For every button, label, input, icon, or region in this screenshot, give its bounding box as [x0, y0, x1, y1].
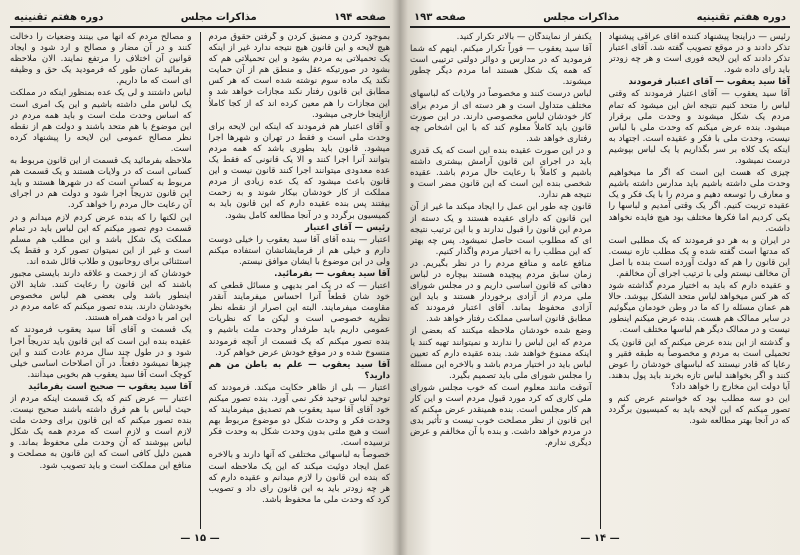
paragraph: وضع شده خودشان ملاحظه میکنند که بعضی از مردم که این لباس را ندارند و نمیتوانند تهیه کنند یا اینکه ممنوع خواهند شد. بنده عقیده دارم که تعیین لباس باید در اختیار مردم باشد و بالاخره این مسئله را مجلس شورای ملی باید تصمیم بگیرد. — [410, 326, 592, 381]
right-page-title: مذاکرات مجلس — [543, 11, 620, 23]
right-page-columns — [410, 32, 790, 529]
paragraph: آنوقت مانند معلوم است که خوب مجلس شورای ملی کاری که کرد مورد قبول مردم است و این کار هم کار مجلس است. بنده همینقدر عرض میکنم که این قانون از نظر مصلحت خوب نیست و تأثیر بدی در مردم خواهد داشت. و بنده با آن مخالفم و عرض دیگری ندارم. — [410, 382, 592, 449]
right-page-column-right — [609, 32, 791, 529]
paragraph: و گذشته از این بنده عرض میکنم که این قانون یک تحمیلی است به مردم و مخصوصاً به طبقه فقیر و رعایا که قادر نیستند که لباسهای خودشان را عوض کنند و اگر بخواهند لباس تازه بخرند باید پول بدهند. آیا دولت این مخارج را خواهد داد؟ — [608, 337, 790, 392]
paragraph: قانون چه طور این عمل را ایجاد میکند ما غیر از آن این قانون که دارای عقیده هستند و یک دسته از مردم این قانون را قبول ندارند و با این ترتیب نتیجه ای که مطلوب است حاصل نمیشود. پس چه بهتر که این مطلب را به اختیار مردم واگذار کنیم. — [410, 202, 592, 257]
paragraph: آقا سید یعقوب — فوراً تکرار میکنم. اینهم که شما فرمودید که در مدارس و دوائر دولتی ترتیبی است که همه یک شکل هستند اما مردم دیگر چطور میشوند. — [410, 44, 592, 88]
left-page-number: صفحه ۱۹۴ — [334, 11, 386, 23]
left-page-column-right — [209, 32, 391, 529]
left-page-issue: دوره هفتم تقنینیه — [14, 11, 104, 23]
paragraph: یک قسمت و آقای آقا سید یعقوب فرمودند که عقیده بنده این است که این قانون باید تدریجاً اجرا شود و در طول چند سال مردم عادت کنند و این چیزها نمیشود دفعتاً. در آن اصلاحات اساسی خیلی کوچک است آقا سید یعقوب هم بخوبی میدانند. — [10, 325, 192, 380]
paragraph: بموجود کردن و مضیق کردن و گرفتن حقوق مردم هیچ لایحه و این قانون هیچ نتیجه ندارد غیر از اینکه یک تحمیلاتی به مردم بشود و این تحمیلاتی هم که بشود در صورتیکه عقل و منطق هم از آن حمایت نکند یک ماده سوم نوشته شده است که هر کس مطابق این قانون رفتار نکند مجازات خواهد شد و این مجازات را هم معین کرده اند که از کجا کاملاً ازاینجا خارجی میشود. — [208, 32, 390, 120]
paragraph: یکنفر از نمایندگان — بالاتر تکرار کنید. — [456, 32, 592, 42]
speaker-line: رئیس — آقای اعتبار — [304, 222, 390, 233]
right-page-header — [410, 8, 790, 28]
paragraph: و مصالح مردم که آنها می بینند وضعیات را دخالت کنند و در آن مضار و مصالح و ارد شود و ایجاد قوانین آن اختلاف را مرتفع نمایند. الان ملاحظه بفرمائید عمان طور که فرمودید یک حق و وظیفه ای است که ما داریم. — [10, 32, 192, 87]
paragraph: آقا سید یعقوب — آقای اعتبار فرمودند که وقتی لباس را متحد کنیم نتیجه اش این میشود که تمام مردم یک شکل میشوند و وحدت ملی برقرار میشود. بنده عرض میکنم که وحدت ملی با لباس نیست، وحدت ملی با فکر و عقیده است. اجتهاد به اینکه یک کلاه بر سر بگذاریم یا یک لباس بپوشیم درست نمیشود. — [608, 89, 790, 167]
paragraph: لباس داشتند و لی یک عده بمنظور اینکه در مملکت یک لباس ملی داشته باشیم و این یک امری است که اساس وحدت ملت است و باید همه مردم در این موضوع با هم متحد باشند و دولت هم از نقطه نظر مصالح عمومی این لایحه را پیشنهاد کرده است. — [10, 88, 192, 154]
column-divider — [600, 32, 601, 529]
left-page-footer: — ۱۵ — — [180, 533, 220, 544]
paragraph: رئیس — دراینجا پیشنهاد کننده آقای عراقی پیشنهاد تذکر دادند و در موقع تصویب گفته شد. آقای اعتبار تذکر دادند که این لایحه فوری است و هر چه زودتر باید رای داده شود. — [608, 32, 790, 76]
right-page — [410, 8, 790, 547]
paragraph: و عقیده دارم که باید به اختیار مردم گذاشته شود که هر کس میخواهد لباس متحد الشکل بپوشد. حالا هم عمان مسئله را که ما در وطن خودمان میگوئیم در سایر ممالک هم هست. بنده عرض میکنم اینطور نیست و در ممالک دیگر هم لباسها مختلف است. — [608, 281, 790, 336]
paragraph: اعتبار — بنده آقای آقا سید یعقوب را خیلی دوست دارم و خیلی هم از فرمایشاتشان استفاده میکنم ولی در این موضوع با ایشان موافق نیستم. — [208, 234, 390, 267]
left-page — [10, 8, 390, 547]
speaker-line: آقا سید یعقوب — علم به باطن من هم دارید؟ — [208, 359, 390, 381]
speaker-line: آقا سید یعقوب — بفرمائید. — [274, 268, 390, 279]
paragraph: چیزی که هست این است که اگر ما میخواهیم وحدت ملی داشته باشیم باید مدارس داشته باشیم و معارف را توسعه دهیم و مردم را با یک فکر و یک عقیده تربیت کنیم. اگر یک وقتی آمدیم و لباسها را یکی کردیم اما فکرها مختلف بود هیچ فایده نخواهد داشت. — [608, 168, 790, 234]
paragraph: و آقای اعتبار هم فرمودند که اینکه این لایحه برای وحدت ملی است و فقط در تهران و شهرها اجرا میشود. قانون باید بطوری باشد که همه مردم بتوانند آنرا اجرا کنند و الا یک قانونی که فقط یک عده معدودی میتوانند اجرا کنند قانون نیست و این قانون باعث میشود که یک عده زیادی از مردم مملکت از کار خودشان بیکار شوند و به زحمت بیفتند پس بنده عقیده دارم که این قانون باید به کمیسیون برگردد و در آنجا مطالعه کامل بشود. — [208, 121, 390, 221]
speaker-line: آقا سید یعقوب — صحیح است بفرمائید — [28, 381, 192, 392]
paragraph: در ایران و به هر دو فرمودند که یک مطلبی است که مدتها است گفته شده و یک مطلب تازه نیست. این قانون را هم که دولت آورده است بنده با اصل آن مخالف نیستم ولی با ترتیب اجرای آن مخالفم. — [608, 235, 790, 279]
paragraph: اعتبار — بلی از ظاهر حکایت میکند. فرمودند که توحید لباس توحید فکر نمی آورد. بنده تصور میکنم خود آقای آقا سید یعقوب هم تصدیق میفرمایند که وحدت فکر و وحدت شکل دو موضوع مربوط بهم است و هیچ ملتی بدون وحدت شکل به وحدت فکر نرسیده است. — [208, 382, 390, 449]
paragraph: اعتبار — که در یک امر بدیهی و مسائل قطعی که خود شان قطعاً آنرا احساس میفرمایند آنقدر مقاومت میفرمایند. البته این اصرار از نقطه نظر نظریه خصوصی است و لیکن ما که نظریات عمومی داریم باید طرفدار وحدت ملت باشیم و بنده تصور میکنم که یک قسمت از آنچه فرمودند منسوخ شده و در موقع خودش عرض خواهم کرد. — [208, 281, 390, 358]
left-page-title: مذاکرات مجلس — [180, 11, 257, 23]
paragraph: این لکنها را که بنده عرض کردم لازم میدانم و در قسمت دوم تصور میکنم که این لباس باید در تمام مملکت یک شکل باشد و این مطلب هم مسلم است و غیر از این نمیتوان تصور کرد و فقط یک استثنائی برای روحانیون و طلاب قائل شده اند. — [10, 212, 192, 267]
right-page-number: صفحه ۱۹۳ — [414, 11, 466, 23]
paragraph: لباس درست کنند و مخصوصاً در ولایات که لباسهای مختلف متداول است و هر دسته ای از مردم برای کار خودشان لباس مخصوصی دارند. در این صورت قانون باید کاملاً معلوم کند که با این اشخاص چه رفتاری خواهد شد. — [410, 89, 592, 144]
right-page-column-left — [410, 32, 592, 529]
paragraph: و در این صورت عقیده بنده این است که یک قدری باید در اجرای این قانون آرامش بیشتری داشته باشیم و کاملاً با رعایت حال مردم باشد. عقیده شخصی بنده این است که این قانون مضر است و نتیجه هم ندارد. — [410, 145, 592, 201]
book-gutter — [392, 0, 408, 555]
paragraph: ملاحظه بفرمائید یک قسمت از این قانون مربوط به کسانی است که در ولایات هستند و یک قسمت هم مربوط به کسانی است که در شهرها هستند و باید این قانون تدریجاً اجرا شود و دولت هم در اجرای آن رعایت حال مردم را خواهد کرد. — [10, 156, 192, 211]
right-page-footer: — ۱۴ — — [580, 533, 620, 544]
paragraph: این دو سه مطلب بود که خواستم عرض کنم و تصور میکنم که این لایحه باید به کمیسیون برگردد که در آنجا بهتر مطالعه شود. — [608, 394, 790, 427]
left-page-header — [10, 8, 390, 28]
paragraph: منافع عامه و منافع مردم را در نظر بگیریم. در زمان سابق مردم پیچیده هستند بیچاره در لباس دهاتی که قانون اساسی داریم و در مجلس شورای ملی مردم از آزادی برخوردار هستند و باید این آزادی محفوظ بماند. آقای اعتبار فرمودند که مطابق قانون اساسی مملکت رفتار خواهد شد. — [410, 258, 592, 325]
right-page-issue: دوره هفتم تقنینیه — [696, 11, 786, 23]
paragraph: خودشان که از زحمت و علاقه دارند بایستی مجبور باشند که این قانون را رعایت کنند. شاید الان اینطور باشد ولی بعضی هم لباس مخصوص بخودشان دارند. بنده تصور میکنم که عامه مردم در این امر با دولت همراه هستند. — [10, 268, 192, 324]
column-divider — [200, 32, 201, 529]
paragraph: خصوصاً به لباسهائی مختلفی که آنها دارند و بالاخره عمل ایجاد دوئیت میکند که این یک ملاحظه است که بنده این قانون را لازم میدانم و عقیده دارم که هر چه زودتر باید به این قانون رای داد و تصویب کرد که وحدت ملی ما محفوظ باشد. — [208, 450, 390, 505]
left-page-columns — [10, 32, 390, 529]
paragraph: اعتبار — عرض کنم که یک قسمت اینکه مردم از حیث لباس با هم فرق داشته باشند صحیح نیست. بنده تصور میکنم که این قانون برای وحدت ملت لازم است و لازم است که مردم همه یک شکل لباس بپوشند که آن وحدت ملی محفوظ بماند. و همین دلیل کافی است که این قانون به مصلحت و منافع این مملکت است و باید تصویب شود. — [10, 394, 192, 471]
speaker-line: آقا سید یعقوب — آقای اعتبار فرمودند — [628, 77, 790, 88]
left-page-column-left — [10, 32, 192, 529]
